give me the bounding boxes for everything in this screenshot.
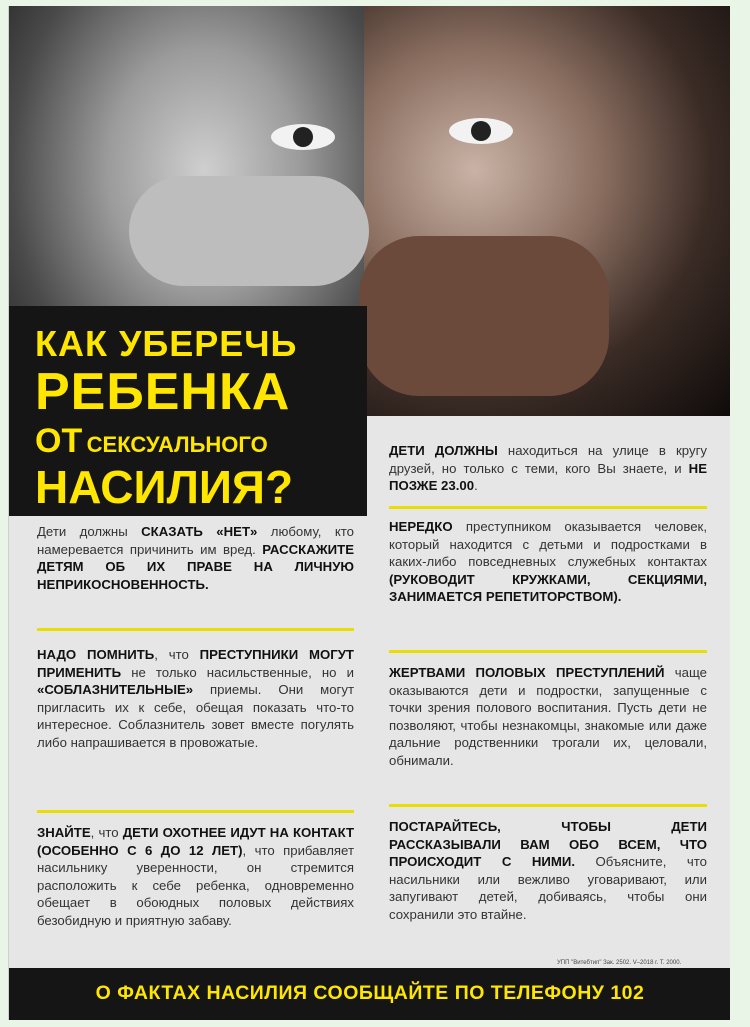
text: , что — [90, 825, 123, 840]
separator — [389, 506, 707, 509]
page-margin — [730, 0, 750, 1027]
text: . — [474, 478, 478, 494]
hand-right — [359, 236, 609, 396]
right-block-3 — [389, 664, 707, 770]
text: любому, кто намеревается причинить им вред. — [37, 524, 354, 557]
headline-line3-big: ОТ — [35, 422, 83, 460]
footer-hotline: О ФАКТАХ НАСИЛИЯ СООБЩАЙТЕ ПО ТЕЛЕФОНУ 102 — [95, 982, 645, 1004]
separator — [37, 810, 354, 813]
bold-text: (РУКОВОДИТ КРУЖКАМИ, СЕКЦИЯМИ, ЗАНИМАЕТСЯ РЕПЕТИТОРСТВОМ). — [389, 571, 707, 605]
bold-text: ДЕТИ ОХОТНЕЕ ИДУТ НА КОНТАКТ (ОСОБЕННО С 6 ДО 12 ЛЕТ) — [37, 825, 355, 858]
bold-text: НАДО ПОМНИТЬ — [37, 647, 155, 662]
right-block-4 — [389, 818, 707, 924]
headline-line2: РЕБЕНКА — [35, 363, 291, 421]
text: не только насильственные, но и — [121, 664, 354, 680]
bold-text: ПРЕСТУПНИКИ МОГУТ ПРИМЕНИТЬ — [37, 647, 354, 680]
text: , что — [154, 647, 200, 662]
left-eye — [271, 124, 335, 150]
separator — [37, 628, 354, 631]
text: Дети должны — [37, 524, 142, 539]
separator — [389, 804, 707, 807]
right-eye — [449, 118, 513, 144]
poster — [8, 6, 730, 1020]
bold-text: СКАЗАТЬ «НЕТ» — [141, 524, 258, 539]
right-block-2 — [389, 518, 707, 606]
left-block-2 — [37, 646, 354, 752]
right-block-1 — [389, 442, 707, 495]
imprint: УПП "Витебтип" Зак. 2502. V–2018 г. Т. 2000. — [557, 960, 682, 966]
separator — [389, 650, 707, 653]
footer-bar — [9, 968, 730, 1020]
headline-line4: НАСИЛИЯ? — [35, 461, 294, 513]
bold-text: ЗНАЙТЕ — [37, 825, 91, 840]
bold-text: ДЕТИ ДОЛЖНЫ — [389, 443, 498, 458]
text: чаще оказываются дети и подростки, запущенные с точки зрения полового воспитания. Пусть дети не позволяют, чтобы незнакомцы, знакомые или даже дальние родственники трогали их, целовали, обнимали. — [389, 665, 707, 768]
text: преступником оказывается человек, который находится с детьми и подростками в каких-либо повседневных служебных контактах — [389, 519, 707, 570]
bold-text: НЕРЕДКО — [389, 519, 453, 534]
bold-text: ЖЕРТВАМИ ПОЛОВЫХ ПРЕСТУПЛЕНИЙ — [389, 665, 665, 680]
headline-box — [9, 306, 367, 516]
bold-text: РАССКАЖИТЕ ДЕТЯМ ОБ ИХ ПРАВЕ НА ЛИЧНУЮ НЕПРИКОСНОВЕННОСТЬ. — [37, 541, 354, 592]
text: Объясните, что насильники или вежливо уговаривают, или запугивают детей, добиваясь, чтобы они сохранили это втайне. — [389, 854, 707, 922]
bold-text: ПОСТАРАЙТЕСЬ, ЧТОБЫ ДЕТИ РАССКАЗЫВАЛИ ВАМ ОБО ВСЕМ, ЧТО ПРОИСХОДИТ С НИМИ. — [389, 819, 707, 870]
bold-text: НЕ ПОЗЖЕ 23.00 — [389, 460, 707, 494]
text: находиться на улице в кругу друзей, но только с теми, кого Вы знаете, и — [389, 443, 707, 476]
text: приемы. Они могут пригласить их к себе, обещая показать что-то интересное. Соблазнитель зовет вместе погулять либо напрашивается в провожатые. — [37, 682, 354, 750]
left-block-1 — [37, 523, 354, 593]
text: , что прибавляет насильнику уверенности, он стремится расположить к себе ребенка, одновременно обещает в обоюдных половых действиях безобидную и приятную забаву. — [37, 842, 354, 928]
bold-text: «СОБЛАЗНИТЕЛЬНЫЕ» — [37, 682, 194, 698]
headline-line1: КАК УБЕРЕЧЬ — [35, 323, 298, 364]
headline-line3 — [35, 424, 349, 458]
headline-line3-small: СЕКСУАЛЬНОГО — [86, 432, 268, 457]
left-block-3 — [37, 824, 354, 930]
hand-left — [129, 176, 369, 286]
